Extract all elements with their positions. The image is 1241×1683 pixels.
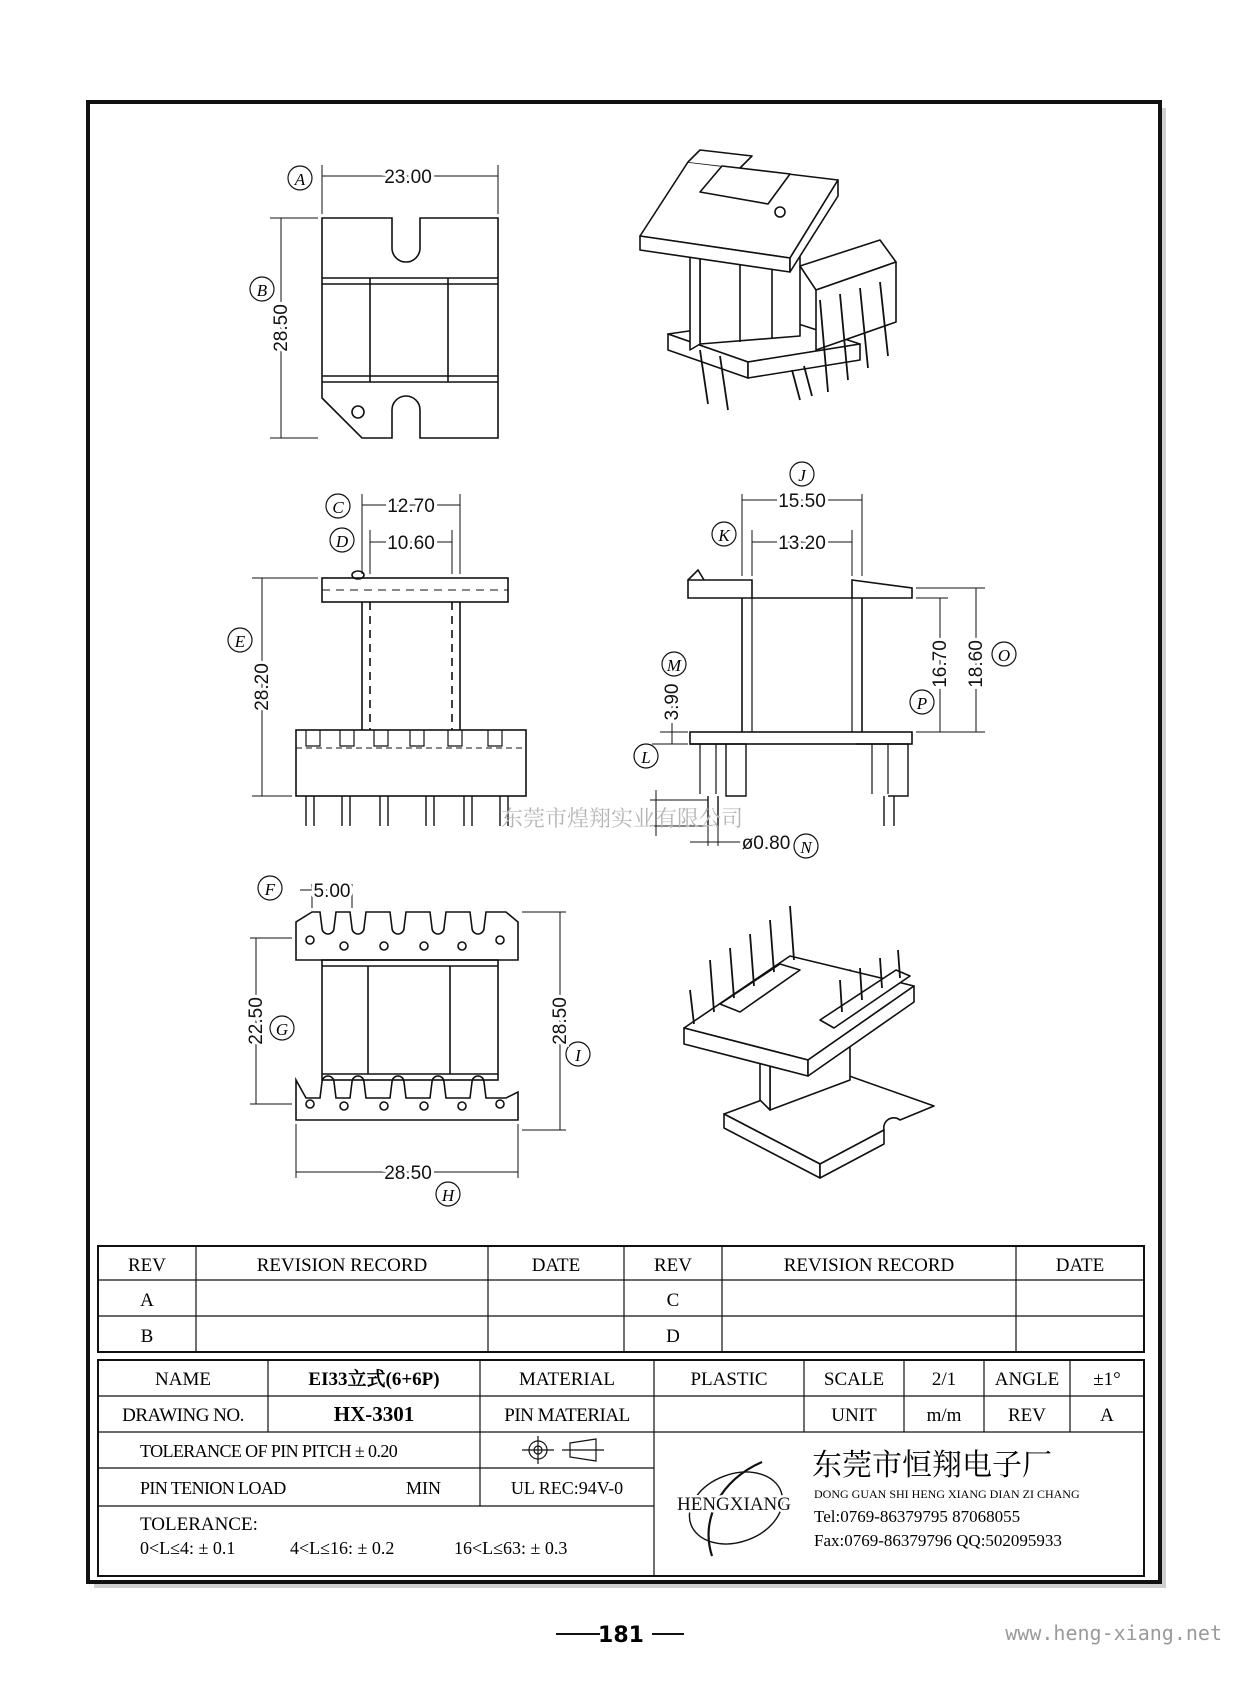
ul-rec: UL REC:94V-0 <box>510 1478 624 1498</box>
angle-value: ±1° <box>1093 1369 1121 1390</box>
callout-e: E <box>234 632 246 651</box>
dim-i-label: 28.50 <box>550 997 571 1045</box>
rev-d: D <box>666 1326 680 1347</box>
dim-d-label: 10.60 <box>387 533 435 554</box>
tolerance-range-3: 16<L≤63: ± 0.3 <box>454 1538 568 1558</box>
angle-label: ANGLE <box>994 1369 1060 1390</box>
drawing-no-label: DRAWING NO. <box>122 1405 244 1426</box>
page-footer <box>556 1621 1222 1648</box>
company-tel: Tel:0769-86379795 87068055 <box>814 1507 1021 1526</box>
callout-h: H <box>441 1186 455 1205</box>
scale-label: SCALE <box>823 1369 885 1390</box>
callout-i: I <box>575 1046 581 1065</box>
callout-b: B <box>256 281 268 300</box>
date-header-1: DATE <box>531 1255 581 1276</box>
dim-a-label: 23.00 <box>384 167 432 188</box>
rev-b: B <box>140 1326 154 1347</box>
rev-label: REV <box>1008 1405 1046 1426</box>
dim-f-label: 5.00 <box>313 881 351 902</box>
company-fax: Fax:0769-86379796 QQ:502095933 <box>814 1531 1062 1550</box>
callout-g: G <box>275 1020 289 1039</box>
callout-o: O <box>997 646 1011 665</box>
dim-c-label: 12.70 <box>387 496 435 517</box>
material-value: PLASTIC <box>690 1369 768 1390</box>
dim-m-label: 3.90 <box>662 683 683 721</box>
watermark: 东莞市煌翔实业有限公司 <box>500 807 744 832</box>
callout-p: P <box>916 694 928 713</box>
website: www.heng-xiang.net <box>1005 1621 1222 1645</box>
pin-tenion-min: MIN <box>406 1478 441 1498</box>
company-name-pinyin: DONG GUAN SHI HENG XIANG DIAN ZI CHANG <box>814 1487 1080 1501</box>
page-number: 181 <box>598 1623 644 1648</box>
name-label: NAME <box>155 1369 211 1390</box>
company-logo-text: HENGXIANG <box>677 1494 791 1515</box>
dim-h-label: 28.50 <box>384 1163 432 1184</box>
material-label: MATERIAL <box>518 1369 616 1390</box>
callout-c: C <box>332 498 344 517</box>
rev-a: A <box>140 1290 154 1311</box>
dim-b-label: 28.50 <box>271 304 292 352</box>
dim-p-label: 16.70 <box>930 640 951 688</box>
callout-n: N <box>800 838 812 857</box>
rev-value: A <box>1100 1405 1114 1426</box>
revision-record-header-1: REVISION RECORD <box>256 1255 428 1276</box>
callout-j: J <box>798 466 806 485</box>
dim-e-label: 28.20 <box>252 663 273 711</box>
dim-n-label: ø0.80 <box>741 833 791 854</box>
callout-m: M <box>666 656 682 675</box>
callout-a: A <box>294 170 306 189</box>
unit-value: m/m <box>926 1405 962 1426</box>
rev-header-1: REV <box>128 1255 166 1276</box>
pin-pitch-tolerance: TOLERANCE OF PIN PITCH ± 0.20 <box>140 1441 398 1461</box>
rev-header-2: REV <box>654 1255 692 1276</box>
tolerance-label: TOLERANCE: <box>140 1514 258 1535</box>
dim-g-label: 22.50 <box>246 997 267 1045</box>
callout-f: F <box>264 880 276 899</box>
revision-record-header-2: REVISION RECORD <box>783 1255 955 1276</box>
dim-k-label: 13.20 <box>778 533 826 554</box>
scale-value: 2/1 <box>931 1369 957 1390</box>
pin-material-label: PIN MATERIAL <box>504 1405 630 1426</box>
date-header-2: DATE <box>1055 1255 1105 1276</box>
tolerance-range-2: 4<L≤16: ± 0.2 <box>290 1538 395 1558</box>
drawing-no-value: HX-3301 <box>333 1402 415 1426</box>
rev-c: C <box>666 1290 680 1311</box>
pin-tenion-load-label: PIN TENION LOAD <box>140 1478 286 1498</box>
callout-d: D <box>335 532 349 551</box>
dim-j-label: 15.50 <box>778 491 826 512</box>
tolerance-range-1: 0<L≤4: ± 0.1 <box>140 1538 236 1558</box>
callout-k: K <box>718 526 730 545</box>
callout-l: L <box>641 748 651 767</box>
unit-label: UNIT <box>831 1405 877 1426</box>
name-value: EI33立式(6+6P) <box>308 1369 440 1390</box>
dim-o-label: 18.60 <box>966 640 987 688</box>
company-name-cn: 东莞市恒翔电子厂 <box>812 1449 1052 1482</box>
